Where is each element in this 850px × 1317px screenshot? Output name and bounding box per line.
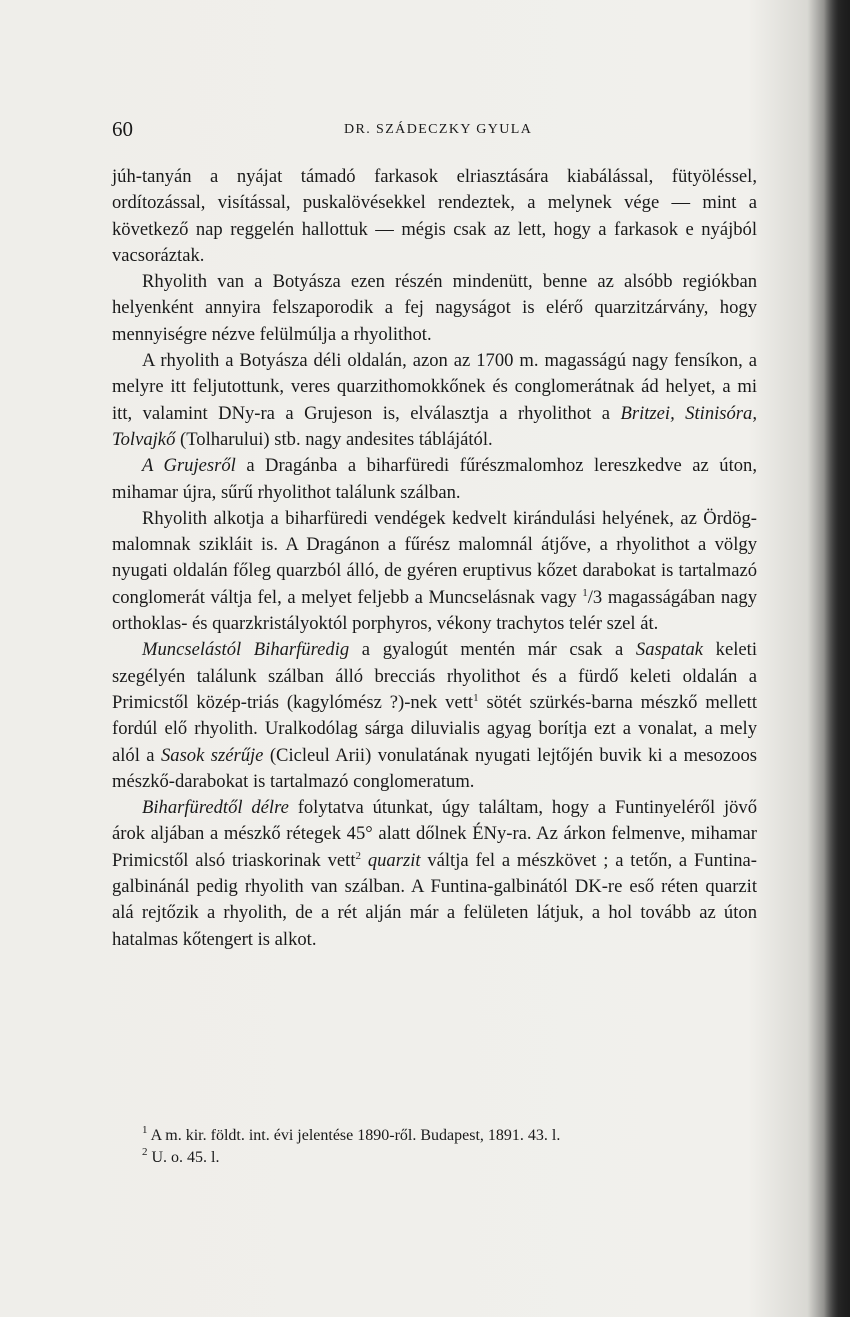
footnote-mark: 2 <box>142 1146 148 1158</box>
superscript: 1 <box>473 691 479 704</box>
text-run: váltja fel a mészkövet ; a tetőn, a Funtina-galbinánál pedig rhyolith van szálban. A Funtina-galbinától DK-re eső réten quarzit alá rejtőzik a rhyolith, de a rét alján már a felületen látjuk, a hol tovább az úton hatalmas kőtengert is alkot. <box>112 849 757 950</box>
paragraph <box>112 506 757 637</box>
footnote <box>142 1147 742 1169</box>
italic-run: Biharfüredtől délre <box>142 797 289 819</box>
paragraph <box>112 269 757 348</box>
text-run: Rhyolith alkotja a biharfüredi vendégek kedvelt kirándulási helyének, az Ördög-malomnak szikláit is. A Dragánon a fűrész malomnál átjőve, a rhyolithot a völgy nyugati oldalán főleg quarzból álló, de gyéren eruptivus kőzet darabokat is tartalmazó conglomerát váltja fel, a melyet feljebb a Muncselásnak vagy <box>112 507 757 608</box>
text-run: (Cicleul Arii) vonulatának nyugati lejtőjén buvik ki a mesozoos mészkő-darabokat is tartalmazó conglomeratum. <box>112 744 757 792</box>
superscript: 1 <box>582 586 588 599</box>
footnote-mark: 1 <box>142 1124 148 1136</box>
footnote-text: U. o. 45. l. <box>147 1149 220 1166</box>
text-run: a Dragánba a biharfüredi fűrészmalomhoz lereszkedve az úton, mihamar újra, sűrű rhyolithot találunk szálban. <box>112 455 757 503</box>
text-run: Rhyolith van a Botyásza ezen részén mindenütt, benne az alsóbb regiókban helyenként annyira felszaporodik a fej nagyságot is elérő quarzitzárvány, hogy mennyiségre nézve felülmúlja a rhyolithot. <box>112 271 757 345</box>
footnote <box>142 1125 742 1147</box>
text-run: sötét szürkés-barna mészkő mellett fordúl elő rhyolith. Uralkodólag sárga diluvialis agyag borítja ezt a vonalat, a mely alól a <box>112 691 757 766</box>
text-run <box>361 850 368 871</box>
paragraph <box>112 795 757 953</box>
text-run: (Tolharului) stb. nagy andesites táblájától. <box>175 428 493 450</box>
text-run: keleti szegélyén találunk szálban álló brecciás rhyolithot és a fürdő keleti oldalán a Primicstől közép-triás (kagylómész ?)-nek vett <box>112 639 757 713</box>
page-header <box>112 117 757 145</box>
book-spine-shadow <box>824 0 850 1317</box>
text-run: a gyalogút mentén már csak a <box>349 639 636 661</box>
footnotes <box>142 1125 742 1169</box>
italic-run: Sasok szérűje <box>160 744 264 766</box>
superscript: 2 <box>355 849 362 862</box>
paragraph <box>112 164 757 269</box>
italic-run: A Grujesről <box>142 455 236 477</box>
text-run: folytatva útunkat, úgy találtam, hogy a Funtinyeléről jövő árok aljában a mészkő rétegek 45° alatt dőlnek ÉNy-ra. Az árkon felmenve, mihamar Primicstől alsó triaskorinak vett <box>112 797 757 871</box>
text-run: júh-tanyán a nyájat támadó farkasok elriasztására kiabálással, fütyöléssel, ordítozással, visítással, puskalövésekkel rendeztek, a melynek vége — mint a következő nap reggelén hallottuk — mégis csak az lett, hogy a farkasok e nyájból vacsoráztak. <box>112 166 757 266</box>
running-head: DR. SZÁDECZKY GYULA <box>344 122 533 137</box>
paragraph <box>112 637 757 795</box>
italic-run: Saspatak <box>635 639 704 661</box>
paragraph <box>112 348 757 453</box>
text-run: /3 magasságában nagy orthoklas- és quarzkristályoktól porphyros, vékony trachytos telér szel át. <box>112 586 757 635</box>
paragraph <box>112 453 757 506</box>
footnote-text: A m. kir. földt. int. évi jelentése 1890-ről. Budapest, 1891. 43. l. <box>147 1127 561 1144</box>
body-text <box>112 164 757 953</box>
text-run: A rhyolith a Botyásza déli oldalán, azon az 1700 m. magasságú nagy fensíkon, a melyre itt feljutottunk, veres quarzithomokkőnek és conglomerátnak ád helyet, a mi itt, valamint DNy-ra a Grujeson is, elválasztja a rhyolithot a <box>112 350 757 424</box>
italic-run: Britzei, Stinisóra, Tolvajkő <box>112 402 757 450</box>
italic-run: Muncselástól Biharfüredig <box>142 639 350 661</box>
page-number: 60 <box>112 117 133 141</box>
italic-run: quarzit <box>367 849 421 871</box>
